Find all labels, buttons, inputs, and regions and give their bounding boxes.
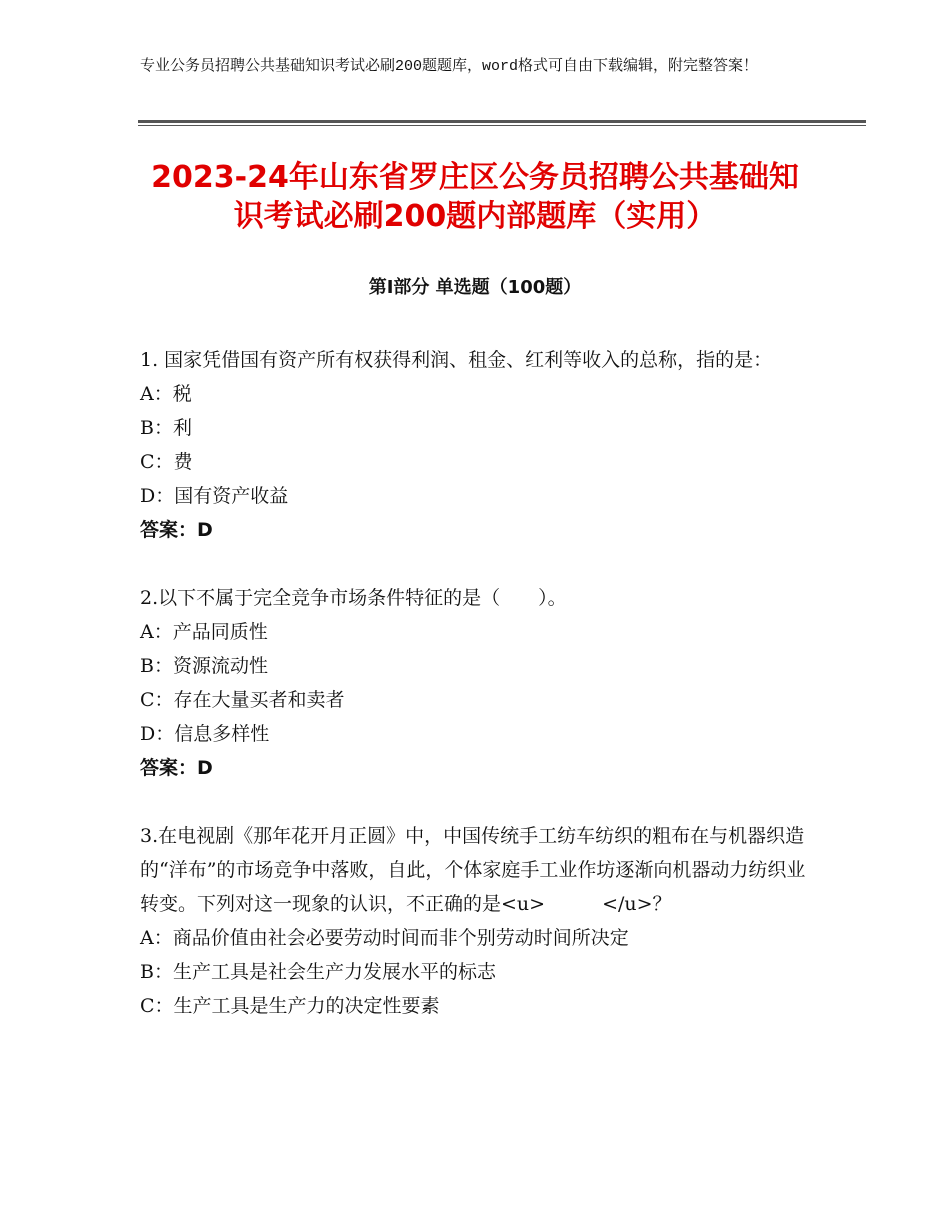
option-c: C：费 <box>140 451 193 473</box>
option-b: B：生产工具是社会生产力发展水平的标志 <box>140 961 496 983</box>
option-b: B：资源流动性 <box>140 655 268 677</box>
option-d: D：国有资产收益 <box>140 485 289 507</box>
header-divider-thick <box>138 120 866 123</box>
option-c: C：生产工具是生产力的决定性要素 <box>140 995 440 1017</box>
question-stem: 3.在电视剧《那年花开月正圆》中，中国传统手工纺车纺织的粗布在与机器织造的“洋布”的市场竞争中落败，自此，个体家庭手工业作坊逐渐向机器动力纺织业转变。下列对这一现象的认识，不正确的是<u> </u>？ <box>140 825 806 915</box>
option-b: B：利 <box>140 417 192 439</box>
option-d: D：信息多样性 <box>140 723 270 745</box>
document-title: 2023-24年山东省罗庄区公务员招聘公共基础知识考试必刷200题内部题库（实用） <box>151 160 799 234</box>
question-1 <box>140 343 810 547</box>
header-note: 专业公务员招聘公共基础知识考试必刷200题题库，word格式可自由下载编辑，附完整答案！ <box>140 58 759 75</box>
option-a: A：税 <box>140 383 192 405</box>
question-list <box>140 343 810 1023</box>
question-stem: 1. 国家凭借国有资产所有权获得利润、租金、红利等收入的总称，指的是： <box>140 349 773 371</box>
answer-key: 答案：D <box>140 757 213 779</box>
question-stem: 2.以下不属于完全竞争市场条件特征的是（ ）。 <box>140 587 567 609</box>
option-a: A：商品价值由社会必要劳动时间而非个别劳动时间所决定 <box>140 927 629 949</box>
option-a: A：产品同质性 <box>140 621 268 643</box>
question-2 <box>140 581 810 785</box>
question-3 <box>140 819 810 1023</box>
section-heading: 第Ⅰ部分 单选题（100题） <box>368 277 582 298</box>
answer-key: 答案：D <box>140 519 213 541</box>
option-c: C：存在大量买者和卖者 <box>140 689 345 711</box>
header-divider-thin <box>138 125 866 126</box>
